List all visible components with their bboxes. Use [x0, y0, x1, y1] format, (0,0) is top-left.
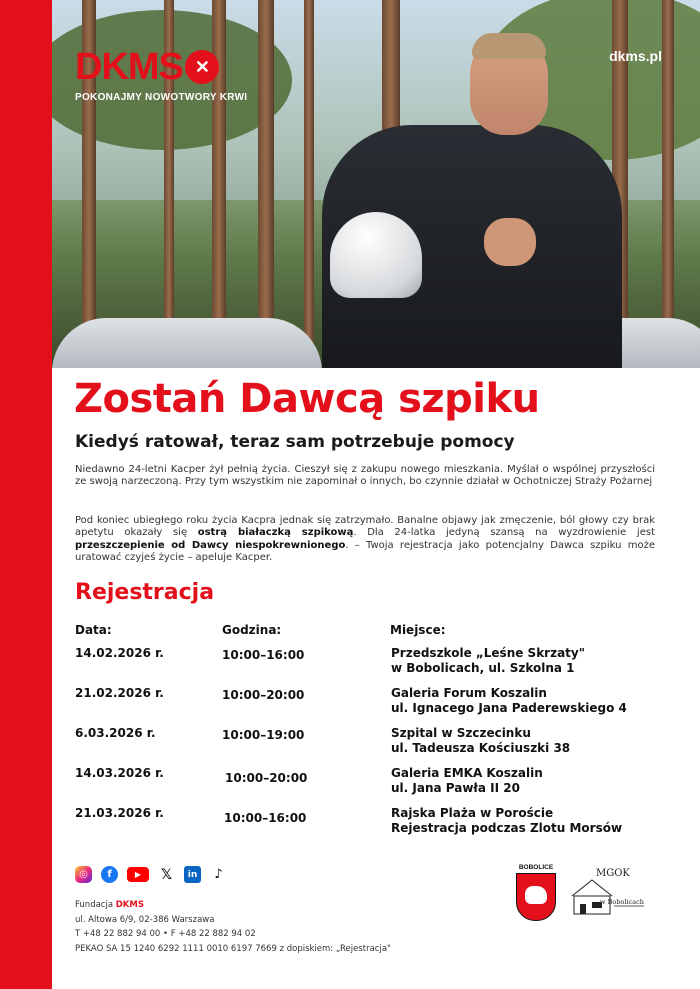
bobolice-label: BOBOLICE	[518, 864, 554, 871]
row-place-address: Rejestracja podczas Zlotu Morsów	[391, 821, 623, 835]
story-paragraph-2: Pod koniec ubiegłego roku życia Kacpra jednak się zatrzymało. Banalne objawy jak zmęczenie, ból głowy czy brak apetytu okazały się ostrą białaczką szpikową. Dla 24-latka jedyną szansą na wyzdrowienie jest przeszczepienie od Dawcy niespokrewnionego. – Twoja rejestracja jako potencjalny Dawca szpiku może uratować czyjeś życie – apeluje Kacper.	[75, 515, 655, 563]
row-place-address: ul. Tadeusza Kościuszki 38	[391, 741, 571, 755]
logo-text: DKMS	[75, 46, 183, 88]
row-time: 10:00–20:00	[222, 688, 305, 702]
x-icon[interactable]: 𝕏	[160, 866, 173, 883]
mgok-logo	[570, 866, 655, 918]
website-link[interactable]: dkms.pl	[609, 48, 662, 64]
instagram-icon[interactable]: ◎	[75, 866, 92, 883]
page-title: Zostań Dawcą szpiku	[74, 376, 540, 422]
bold-diagnosis: ostrą białaczką szpikową	[197, 527, 354, 539]
logo-tagline: POKONAJMY NOWOTWORY KRWI	[75, 92, 248, 103]
shield-icon	[516, 873, 556, 921]
time-column-header: Godzina:	[222, 623, 282, 637]
row-date: 14.03.2026 r.	[75, 766, 164, 780]
dkms-logo[interactable]	[75, 48, 247, 103]
bold-transplant: przeszczepienie od Dawcy niespokrewnionego	[75, 539, 346, 551]
row-place-name: Przedszkole „Leśne Skrzaty"	[391, 646, 585, 660]
foundation-name: DKMS	[115, 900, 144, 910]
row-place-name: Galeria Forum Koszalin	[391, 686, 547, 700]
helmet-image	[330, 212, 422, 298]
mgok-sub-label: w Bobolicach	[600, 898, 644, 906]
row-date: 6.03.2026 r.	[75, 726, 156, 740]
social-links	[75, 866, 227, 883]
footer-address: ul. Altowa 6/9, 02-386 Warszawa	[75, 914, 215, 925]
row-place-name: Szpital w Szczecinku	[391, 726, 531, 740]
row-place-name: Galeria EMKA Koszalin	[391, 766, 543, 780]
row-date: 21.03.2026 r.	[75, 806, 164, 820]
row-time: 10:00–16:00	[224, 811, 307, 825]
row-date: 14.02.2026 r.	[75, 646, 164, 660]
linkedin-icon[interactable]: in	[184, 866, 201, 883]
footer-phones: T +48 22 882 94 00 • F +48 22 882 94 02	[75, 929, 256, 940]
row-date: 21.02.2026 r.	[75, 686, 164, 700]
row-place-address: ul. Ignacego Jana Paderewskiego 4	[391, 701, 627, 715]
bobolice-crest-logo	[516, 864, 556, 921]
tiktok-icon[interactable]: ♪	[214, 867, 223, 882]
logo-star-icon: ✕	[185, 50, 219, 84]
page-subtitle: Kiedyś ratował, teraz sam potrzebuje pomocy	[75, 432, 515, 452]
registration-heading: Rejestracja	[75, 580, 215, 605]
footer-bank: PEKAO SA 15 1240 6292 1111 0010 6197 7669 z dopiskiem: „Rejestracja"	[75, 943, 391, 954]
row-place-address: ul. Jana Pawła II 20	[391, 781, 520, 795]
row-time: 10:00–19:00	[222, 728, 305, 742]
date-column-header: Data:	[75, 623, 112, 637]
story-paragraph-1: Niedawno 24-letni Kacper żył pełnią życia. Cieszył się z zakupu nowego mieszkania. Myślał o wspólnej przyszłości ze swoją narzeczoną. Przy tym wszystkim nie zapominał o innych, bo czynnie działał w Ochotniczej Straży Pożarnej	[75, 464, 655, 488]
row-time: 10:00–20:00	[225, 771, 308, 785]
footer-contact: Fundacja DKMS ul. Altowa 6/9, 02-386 Warszawa T +48 22 882 94 00 • F +48 22 882 94 02 PEKAO SA 15 1240 6292 1111 0010 6197 7669 z dopiskiem: „Rejestracja"	[75, 898, 391, 956]
row-place-name: Rajska Plaża w Poroście	[391, 806, 554, 820]
red-side-bar	[0, 0, 52, 989]
mgok-label: MGOK	[596, 868, 630, 879]
row-place-address: w Bobolicach, ul. Szkolna 1	[391, 661, 575, 675]
youtube-icon[interactable]: ▶	[127, 867, 149, 882]
row-time: 10:00–16:00	[222, 648, 305, 662]
place-column-header: Miejsce:	[390, 623, 446, 637]
facebook-icon[interactable]: f	[101, 866, 118, 883]
